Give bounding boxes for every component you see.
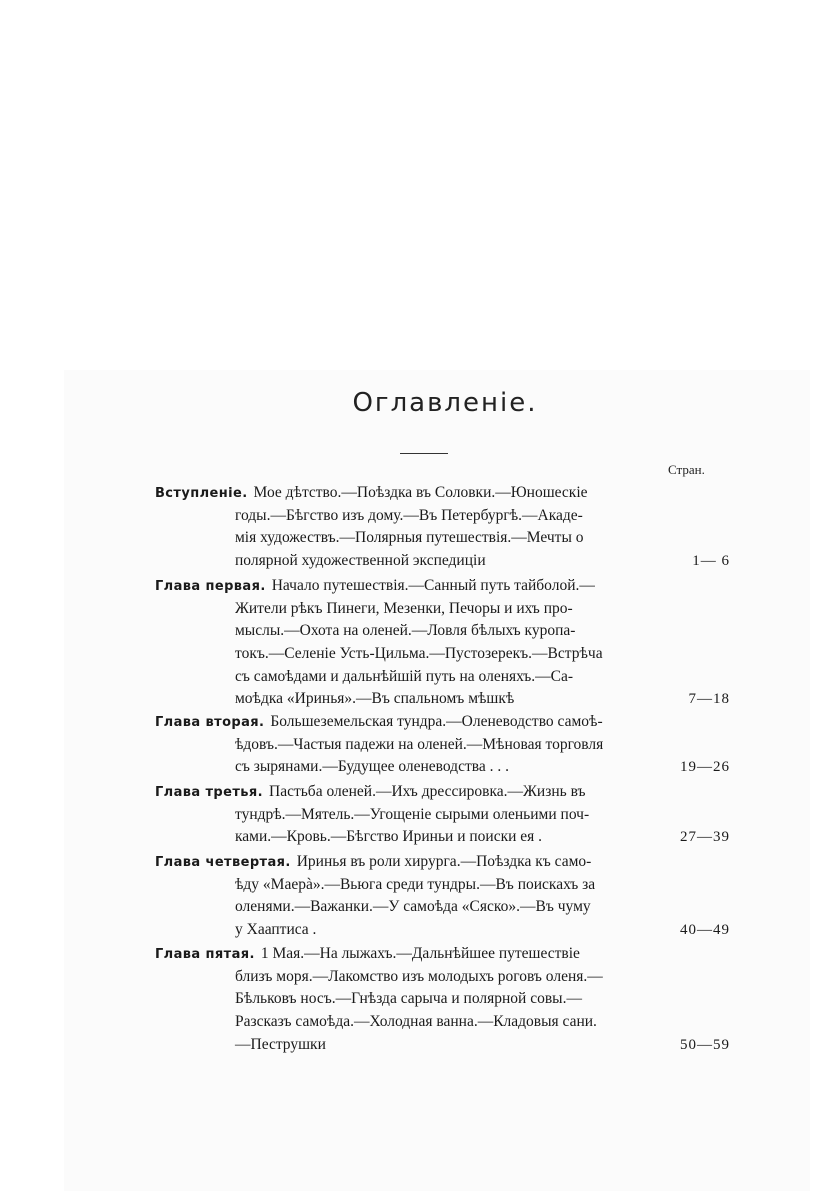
toc-entry-text: у Хааптиса . (235, 921, 317, 939)
toc-line (155, 919, 730, 942)
page-title: Оглавленіе. (352, 388, 538, 418)
toc-line: съ самоѣдами и дальнѣйшій путь на оленяхъ.—Са- (235, 667, 574, 685)
toc-page-range: 40—49 (680, 922, 730, 939)
toc-line (155, 550, 730, 573)
toc-entry-text: Иринья въ роли хирурга.—Поѣздка къ само- (296, 853, 592, 870)
toc-entry-text: 1 Мая.—На лыжахъ.—Дальнѣйшее путешествіе (260, 945, 580, 962)
title-divider (400, 453, 448, 454)
toc-entry-chapter-3 (155, 781, 730, 849)
toc-entry-text: Начало путешествія.—Санный путь тайболой.— (271, 577, 595, 594)
toc-line: токъ.—Селеніе Усть-Цильма.—Пустозерекъ.—Встрѣча (235, 645, 603, 663)
toc-line (155, 688, 730, 711)
toc-entry-label: Вступленіе. (155, 486, 248, 501)
toc-entry-text: съ зырянами.—Будущее оленеводства . . . (235, 758, 509, 776)
toc-line (155, 575, 730, 598)
toc-entry-text: ками.—Кровь.—Бѣгство Ириньи и поиски ея . (235, 828, 543, 846)
toc-line: мія художествъ.—Полярныя путешествія.—Мечты о (235, 529, 584, 547)
toc-entry-text: Мое дѣтство.—Поѣздка въ Соловки.—Юношескіе (253, 484, 588, 501)
toc-entry-text: полярной художественной экспедиціи (235, 552, 486, 570)
toc-page-range: 27—39 (680, 829, 730, 846)
toc-line: тундрѣ.—Мятель.—Угощеніе сырыми оленьими поч- (235, 805, 590, 823)
toc-line (155, 851, 730, 874)
toc-line: ѣду «Маерà».—Вьюга среди тундры.—Въ поискахъ за (235, 875, 596, 893)
toc-line (155, 781, 730, 804)
toc-entry-chapter-4 (155, 851, 730, 942)
toc-line (155, 482, 730, 505)
toc-line (155, 756, 730, 779)
toc-line (155, 943, 730, 966)
toc-entry-chapter-1 (155, 575, 730, 711)
toc-line: Жители рѣкъ Пинеги, Мезенки, Печоры и ихъ про- (235, 599, 573, 617)
toc-page-range: 7—18 (688, 691, 730, 708)
toc-page-range: 1— 6 (692, 553, 730, 570)
toc-line (155, 711, 730, 734)
page-column-header: Стран. (668, 462, 705, 477)
toc-entry-text: —Пеструшки (235, 1035, 326, 1053)
toc-line: Разсказъ самоѣда.—Холодная ванна.—Кладовыя сани. (235, 1013, 597, 1031)
toc-line: близъ моря.—Лакомство изъ молодыхъ роговъ оленя.— (235, 967, 603, 985)
toc-entry-label: Глава первая. (155, 579, 266, 594)
toc-line: оленями.—Важанки.—У самоѣда «Сяско».—Въ чуму (235, 898, 591, 916)
toc-page-range: 19—26 (680, 759, 730, 776)
toc-entry-text: Пастьба оленей.—Ихъ дрессировка.—Жизнь въ (269, 783, 586, 800)
toc-page-range: 50—59 (680, 1036, 730, 1053)
toc-entry-label: Глава третья. (155, 785, 264, 800)
toc-entry-chapter-2 (155, 711, 730, 779)
toc-line: мыслы.—Охота на оленей.—Ловля бѣлыхъ куропа- (235, 622, 576, 640)
toc-entry-chapter-5 (155, 943, 730, 1056)
toc-line: годы.—Бѣгство изъ дому.—Въ Петербургѣ.—Акаде- (235, 506, 583, 524)
toc-line (155, 1034, 730, 1057)
toc-line: ѣдовъ.—Частыя падежи на оленей.—Мѣновая торговля (235, 735, 604, 753)
toc-entry-label: Глава четвертая. (155, 855, 291, 870)
toc-entry-introduction (155, 482, 730, 573)
toc-line: Бѣльковъ носъ.—Гнѣзда сарыча и полярной совы.— (235, 990, 582, 1008)
toc-entry-text: Большеземельская тундра.—Оленеводство самоѣ- (270, 713, 603, 730)
toc-line (155, 826, 730, 849)
toc-entry-text: моѣдка «Иринья».—Въ спальномъ мѣшкѣ (235, 690, 515, 708)
toc-entry-label: Глава вторая. (155, 715, 265, 730)
toc-entry-label: Глава пятая. (155, 947, 255, 962)
